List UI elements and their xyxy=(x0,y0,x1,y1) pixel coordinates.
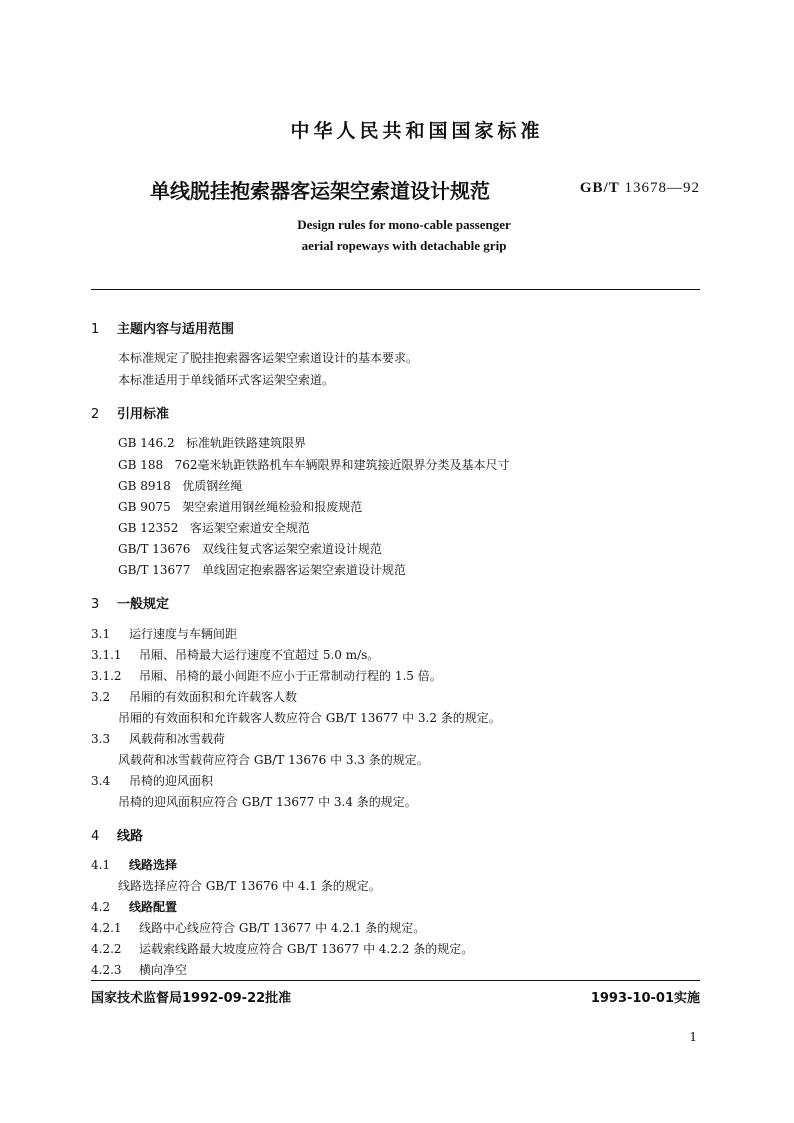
clause-4-2 xyxy=(91,898,177,915)
reference-code: GB 146.2 xyxy=(118,436,175,450)
reference-name: 客运架空索道安全规范 xyxy=(189,521,310,535)
section-1-paragraph-1: 本标准规定了脱挂抱索器客运架空索道设计的基本要求。 xyxy=(118,351,419,365)
reference-code: GB/T 13676 xyxy=(118,542,191,556)
clause-3-1-1 xyxy=(91,646,379,663)
document-title-en-1: Design rules for mono-cable passenger xyxy=(297,217,511,232)
clause-text: 吊厢的有效面积和允许载客人数 xyxy=(129,690,298,704)
reference-item xyxy=(118,434,306,451)
clause-text: 吊椅的迎风面积 xyxy=(129,774,214,788)
reference-name: 双线往复式客运架空索道设计规范 xyxy=(201,542,382,556)
clause-number: 3.1 xyxy=(91,627,111,641)
clause-number: 3.3 xyxy=(91,732,111,746)
reference-code: GB 9075 xyxy=(118,500,171,514)
reference-item xyxy=(118,477,242,494)
header-divider xyxy=(91,289,700,290)
clause-text: 线路配置 xyxy=(129,900,178,914)
clause-text: 吊厢、吊椅最大运行速度不宜超过 5.0 m/s。 xyxy=(139,648,380,662)
clause-text: 风载荷和冰雪载荷 xyxy=(129,732,226,746)
section-title: 引用标准 xyxy=(117,407,170,422)
section-number: 3 xyxy=(91,597,100,612)
clause-3-2 xyxy=(91,688,297,705)
reference-name: 标准轨距铁路建筑限界 xyxy=(186,436,307,450)
standard-prefix: GB/T xyxy=(579,180,620,196)
reference-item xyxy=(118,456,510,473)
clause-text: 线路选择 xyxy=(129,858,178,872)
reference-code: GB 12352 xyxy=(118,521,179,535)
clause-3-3 xyxy=(91,730,225,747)
clause-3-1-2 xyxy=(91,667,442,684)
section-1-paragraph-2: 本标准适用于单线循环式客运架空索道。 xyxy=(118,373,335,387)
clause-text: 线路中心线应符合 GB/T 13677 中 4.2.1 条的规定。 xyxy=(139,921,426,935)
clause-4-2-2 xyxy=(91,940,473,957)
standard-number: 13678—92 xyxy=(624,180,700,196)
section-number: 1 xyxy=(91,322,100,337)
document-title-en-2: aerial ropeways with detachable grip xyxy=(301,238,507,253)
section-title: 线路 xyxy=(117,829,144,844)
section-1-heading xyxy=(91,318,234,337)
clause-3-4-paragraph: 吊椅的迎风面积应符合 GB/T 13677 中 3.4 条的规定。 xyxy=(118,795,417,809)
standard-code xyxy=(580,180,700,197)
reference-code: GB 8918 xyxy=(118,479,171,493)
clause-text: 运行速度与车辆间距 xyxy=(129,627,238,641)
reference-code: GB/T 13677 xyxy=(118,563,191,577)
reference-name: 架空索道用钢丝绳检验和报废规范 xyxy=(182,500,363,514)
clause-number: 4.2 xyxy=(91,900,111,914)
section-title: 一般规定 xyxy=(117,597,170,612)
effective-date: 1993-10-01实施 xyxy=(590,991,700,1006)
clause-number: 3.4 xyxy=(91,774,111,788)
reference-item xyxy=(118,498,362,515)
reference-name: 单线固定抱索器客运架空索道设计规范 xyxy=(201,563,406,577)
section-number: 4 xyxy=(91,829,100,844)
clause-number: 4.2.2 xyxy=(91,942,122,956)
reference-name: 优质钢丝绳 xyxy=(182,479,243,493)
section-3-heading xyxy=(91,593,169,612)
reference-code: GB 188 xyxy=(118,458,164,472)
clause-number: 3.1.1 xyxy=(91,648,122,662)
national-standard-heading: 中华人民共和国国家标准 xyxy=(290,120,544,142)
clause-3-2-paragraph: 吊厢的有效面积和允许载客人数应符合 GB/T 13677 中 3.2 条的规定。 xyxy=(118,711,501,725)
clause-number: 3.2 xyxy=(91,690,111,704)
document-title-cn: 单线脱挂抱索器客运架空索道设计规范 xyxy=(150,179,490,203)
clause-text: 横向净空 xyxy=(139,963,188,977)
section-title: 主题内容与适用范围 xyxy=(117,322,235,337)
clause-4-2-1 xyxy=(91,919,425,936)
reference-item xyxy=(118,519,310,536)
clause-number: 4.2.3 xyxy=(91,963,122,977)
section-number: 2 xyxy=(91,407,100,422)
clause-3-3-paragraph: 风载荷和冰雪载荷应符合 GB/T 13676 中 3.3 条的规定。 xyxy=(118,753,429,767)
clause-text: 运载索线路最大坡度应符合 GB/T 13677 中 4.2.2 条的规定。 xyxy=(139,942,474,956)
clause-number: 4.1 xyxy=(91,858,111,872)
clause-4-1-paragraph: 线路选择应符合 GB/T 13676 中 4.1 条的规定。 xyxy=(118,879,381,893)
footer-divider xyxy=(91,980,700,981)
reference-item xyxy=(118,540,382,557)
reference-item xyxy=(118,561,406,578)
clause-3-1 xyxy=(91,625,237,642)
reference-name: 762毫米轨距铁路机车车辆限界和建筑接近限界分类及基本尺寸 xyxy=(174,458,510,472)
clause-4-1 xyxy=(91,856,177,873)
clause-4-2-3 xyxy=(91,961,187,978)
approval-line: 国家技术监督局1992-09-22批准 xyxy=(91,991,292,1006)
section-2-heading xyxy=(91,403,169,422)
page-number: 1 xyxy=(689,1030,697,1044)
clause-number: 3.1.2 xyxy=(91,669,122,683)
clause-text: 吊厢、吊椅的最小间距不应小于正常制动行程的 1.5 倍。 xyxy=(139,669,442,683)
clause-3-4 xyxy=(91,772,213,789)
section-4-heading xyxy=(91,825,143,844)
clause-number: 4.2.1 xyxy=(91,921,122,935)
